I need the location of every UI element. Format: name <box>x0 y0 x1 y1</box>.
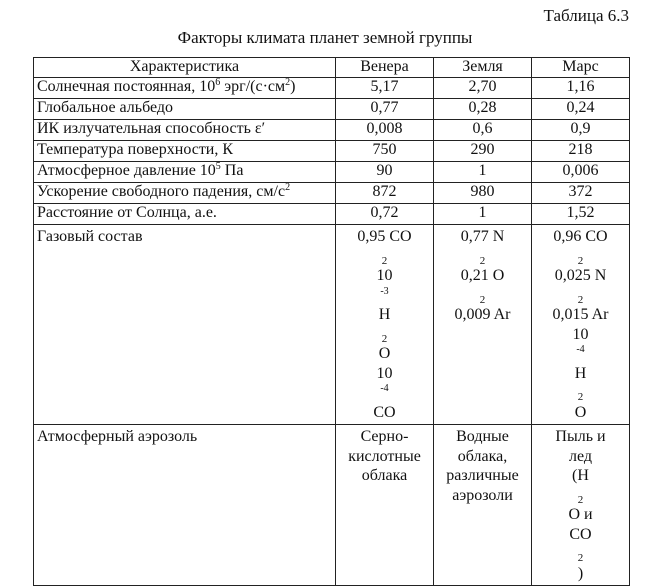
row-label: Глобальное альбедо <box>34 99 336 120</box>
cell-venus: 90 <box>336 162 434 183</box>
cell-earth: 1 <box>434 204 532 225</box>
row-label: Температура поверхности, К <box>34 141 336 162</box>
table-number: Таблица 6.3 <box>543 6 629 25</box>
cell-earth: 980 <box>434 183 532 204</box>
aerosol-line: (H $_2$ O и <box>568 467 593 523</box>
aerosol-line: кислотные <box>348 447 421 465</box>
cell-mars: 1,52 <box>532 204 630 225</box>
gas-line: 10 $^{-4}$ CO <box>373 364 396 421</box>
cell-venus <box>336 225 434 425</box>
row-distance <box>34 204 630 225</box>
row-label: Газовый состав <box>34 225 336 425</box>
header-earth: Земля <box>434 58 532 78</box>
cell-mars: 0,9 <box>532 120 630 141</box>
row-solar-constant <box>34 78 630 99</box>
row-label: Солнечная постоянная, $10^6$ эрг/$(с\cdot см^2)$ <box>34 78 336 99</box>
cell-earth: 290 <box>434 141 532 162</box>
aerosol-line: лед <box>568 447 592 465</box>
table-title: Факторы климата планет земной группы <box>177 28 473 47</box>
gas-line: 0,77 N $_2$ <box>460 228 505 267</box>
row-gravity <box>34 183 630 204</box>
gas-line: 0,21 O $_2$ <box>460 267 505 306</box>
row-label: ИК излучательная способность ε′ <box>34 120 336 141</box>
gas-line: 0,96 CO $_2$ <box>553 228 608 267</box>
cell-venus <box>336 425 434 586</box>
gas-line: 10 $^{-3}$ H $_2$ O <box>376 267 393 362</box>
cell-earth: 2,70 <box>434 78 532 99</box>
cell-mars <box>532 425 630 586</box>
cell-venus: 750 <box>336 141 434 162</box>
aerosol-line: CO $_2$ ) <box>569 525 592 582</box>
header-characteristic: Характеристика <box>34 58 336 78</box>
cell-mars: 218 <box>532 141 630 162</box>
cell-venus: 0,72 <box>336 204 434 225</box>
gas-line: 0,025 N $_2$ <box>554 267 607 306</box>
climate-factors-table <box>33 57 630 586</box>
cell-mars <box>532 225 630 425</box>
aerosol-line: Водные <box>456 428 509 445</box>
aerosol-line: аэрозоли <box>452 486 513 504</box>
cell-earth: 1 <box>434 162 532 183</box>
cell-earth <box>434 425 532 586</box>
cell-earth: 0,6 <box>434 120 532 141</box>
aerosol-line: различные <box>446 467 519 484</box>
cell-mars: 1,16 <box>532 78 630 99</box>
row-label: Ускорение свободного падения, $см/с^2$ <box>34 183 336 204</box>
gas-line: 10 $^{-4}$ H $_2$ O <box>572 325 589 421</box>
gas-line: 0,015 Ar <box>552 306 609 323</box>
cell-venus: 0,77 <box>336 99 434 120</box>
row-temperature <box>34 141 630 162</box>
row-emissivity <box>34 120 630 141</box>
header-mars: Марс <box>532 58 630 78</box>
gas-line: 0,95 CO $_2$ <box>357 228 412 267</box>
cell-venus: 5,17 <box>336 78 434 99</box>
cell-venus: 0,008 <box>336 120 434 141</box>
cell-mars: 0,006 <box>532 162 630 183</box>
row-albedo <box>34 99 630 120</box>
cell-earth: 0,28 <box>434 99 532 120</box>
aerosol-line: Серно- <box>360 428 409 445</box>
aerosol-line: Пыль и <box>555 428 606 445</box>
row-label: Атмосферное давление $10^5$ Па <box>34 162 336 183</box>
aerosol-line: облака <box>361 467 408 484</box>
cell-mars: 0,24 <box>532 99 630 120</box>
header-venus: Венера <box>336 58 434 78</box>
cell-venus: 872 <box>336 183 434 204</box>
row-label: Расстояние от Солнца, а.е. <box>34 204 336 225</box>
gas-line: 0,009 Ar <box>454 306 511 323</box>
row-gas-composition <box>34 225 630 425</box>
aerosol-line: облака, <box>457 447 508 465</box>
row-pressure <box>34 162 630 183</box>
row-label: Атмосферный аэрозоль <box>34 425 336 586</box>
header-row <box>34 58 630 78</box>
cell-mars: 372 <box>532 183 630 204</box>
row-aerosol <box>34 425 630 586</box>
cell-earth <box>434 225 532 425</box>
